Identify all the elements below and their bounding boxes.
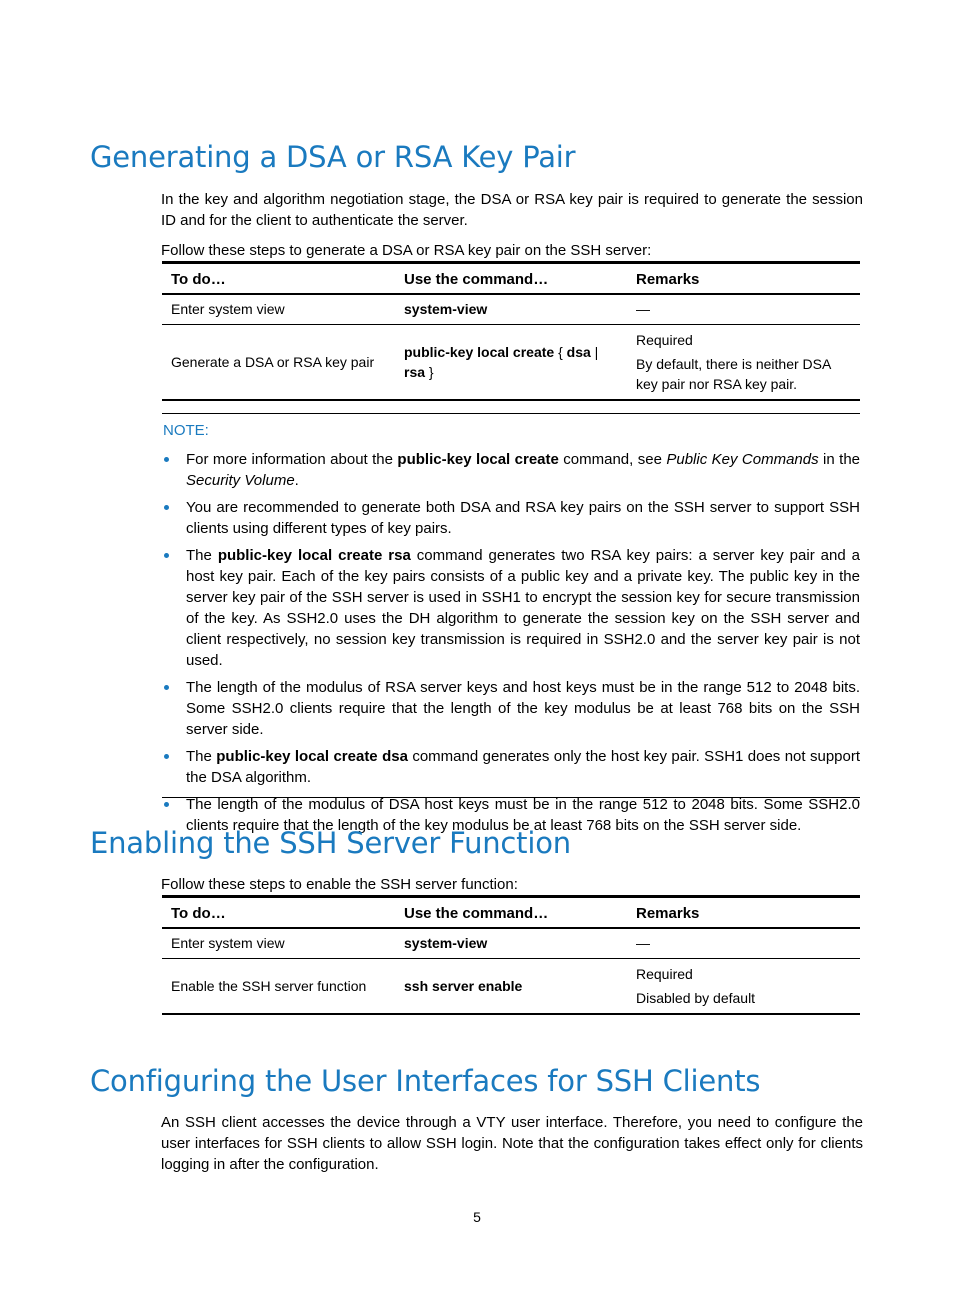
note-text: You are recommended to generate both DSA and RSA key pairs on the SSH server to support SSH clients using different types of key pairs. (186, 499, 860, 537)
command-cell: system-view (395, 928, 627, 958)
command-cell (395, 324, 627, 400)
note-text: command generates only the host key pair. SSH1 does not support the DSA algorithm. (186, 748, 861, 786)
table-header-row (162, 263, 860, 295)
remarks-cell (627, 324, 860, 400)
table-row (162, 294, 860, 324)
section-intro: In the key and algorithm negotiation stage, the DSA or RSA key pair is required to generate the session ID and for the client to authenticate the server. (161, 191, 863, 229)
remarks-cell (627, 958, 860, 1014)
note-label: NOTE: (163, 422, 209, 439)
column-header: Use the command… (395, 897, 627, 929)
bullet-icon (164, 457, 169, 462)
note-text: The (186, 748, 217, 765)
note-top-rule (162, 413, 860, 414)
table-header-row (162, 897, 860, 929)
column-header: Remarks (627, 897, 860, 929)
column-header: To do… (162, 897, 395, 929)
column-header: Remarks (627, 263, 860, 295)
command-syntax: | (590, 343, 599, 360)
table-row (162, 324, 860, 400)
note-text: The length of the modulus of DSA host keys must be in the range 512 to 2048 bits. Some SSH2.0 clients require that the length of the key modulus be at least 768 bits on the SSH server side. (186, 796, 860, 834)
table-row (162, 958, 860, 1014)
remark-line: Disabled by default (636, 989, 756, 1006)
remarks-cell: — (627, 294, 860, 324)
table-row (162, 928, 860, 958)
column-header: Use the command… (395, 263, 627, 295)
command-table (162, 895, 860, 1015)
note-text: The length of the modulus of RSA server keys and host keys must be in the range 512 to 2048 bits. Some SSH2.0 clients require that the length of the key modulus be at least 768 bits on the SSH server side. (186, 679, 860, 738)
note-list (162, 449, 860, 842)
remarks-cell: — (627, 928, 860, 958)
section-title-user-interfaces: Configuring the User Interfaces for SSH Clients (90, 1064, 761, 1098)
note-text: in the (818, 451, 861, 468)
page-number: 5 (473, 1209, 481, 1225)
remark-line: Required (636, 965, 693, 982)
remark-line: By default, there is neither DSA key pair nor RSA key pair. (636, 355, 831, 392)
list-item (162, 677, 860, 740)
command-cell: ssh server enable (395, 958, 627, 1014)
list-item (162, 497, 860, 539)
section-intro: An SSH client accesses the device through a VTY user interface. Therefore, you need to configure the user interfaces for SSH clients to allow SSH login. Note that the configuration takes effect only for clients logging in after the configuration. (161, 1114, 863, 1173)
note-text: command, see (558, 451, 667, 468)
note-reference: Security Volume (186, 472, 295, 489)
todo-cell: Generate a DSA or RSA key pair (162, 324, 395, 400)
bullet-icon (164, 802, 169, 807)
note-text: The (186, 547, 218, 564)
command-syntax: { (554, 343, 567, 360)
command-option: rsa (404, 363, 426, 380)
command-keyword: public-key local create (404, 343, 555, 360)
command-syntax: } (425, 363, 434, 380)
command-cell: system-view (395, 294, 627, 324)
column-header: To do… (162, 263, 395, 295)
todo-cell: Enter system view (162, 928, 395, 958)
note-reference: Public Key Commands (666, 451, 819, 468)
bullet-icon (164, 754, 169, 759)
bullet-icon (164, 685, 169, 690)
steps-caption: Follow these steps to generate a DSA or RSA key pair on the SSH server: (161, 242, 652, 259)
bullet-icon (164, 505, 169, 510)
todo-cell: Enter system view (162, 294, 395, 324)
note-command: public-key local create dsa (216, 748, 408, 765)
steps-caption: Follow these steps to enable the SSH server function: (161, 876, 518, 893)
section-title-generate-key-pair: Generating a DSA or RSA Key Pair (90, 140, 576, 174)
note-bottom-rule (162, 797, 860, 798)
command-option: dsa (566, 343, 591, 360)
note-text: For more information about the (186, 451, 398, 468)
list-item (162, 449, 860, 491)
list-item (162, 746, 860, 788)
remark-line: Required (636, 331, 693, 348)
note-text: . (294, 472, 299, 489)
note-command: public-key local create rsa (217, 547, 411, 564)
command-table (162, 261, 860, 401)
todo-cell: Enable the SSH server function (162, 958, 395, 1014)
section-title-enable-ssh: Enabling the SSH Server Function (90, 826, 571, 860)
note-text: command generates two RSA key pairs: a server key pair and a host key pair. Each of the key pairs consists of a public key and a private key. The public key in the server key pair of the SSH server is used in SSH1 to encrypt the session key for secure transmission of the key. As SSH2.0 uses the DH algorithm to generate the session key on the SSH server and client respectively, no session key transmission is required in SSH2.0 and the server key pair is not used. (186, 547, 860, 669)
list-item (162, 545, 860, 671)
bullet-icon (164, 553, 169, 558)
note-command: public-key local create (397, 451, 559, 468)
